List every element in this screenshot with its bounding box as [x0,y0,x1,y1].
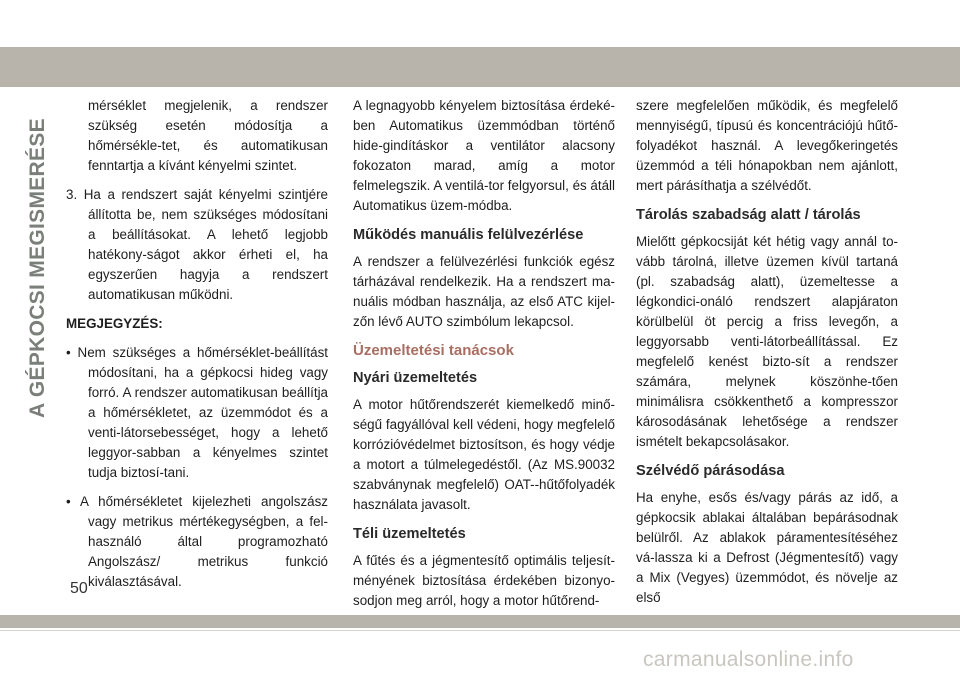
paragraph-summer: A motor hűtőrendszerét kiemelkedő minő-ségű fagyállóval kell védeni, hogy megfelelő korrózióvédelmet biztosítson, és hogy védje a motort a túlmelegedéstől. (Az MS.90032 szabványnak megfelelő) OAT--hűtőfolyadék használata javasolt. [353,397,615,512]
bullet-item: • A hőmérsékletet kijelezheti angolszász vagy metrikus mértékegységben, a fel-használó által programozható Angolszász/ metrikus funkció kiválasztásával. [66,494,328,589]
column-left [66,96,328,601]
paragraph-continuation: mérséklet megjelenik, a rendszer szükség esetén módosítja a hőmérsékle-tet, és automatikusan fenntartja a kívánt kényelmi szintet. [88,98,328,173]
heading-windshield-fog: Szélvédő párásodása [636,463,785,479]
column-right [636,96,898,617]
paragraph-winter: A fűtés és a jégmentesítő optimális teljesít-ményének biztosítása érdekében bizonyo-sodjon meg arról, hogy a motor hűtőrend- [353,553,615,608]
heading-summer: Nyári üzemeltetés [353,370,478,386]
paragraph-continuation: szere megfelelően működik, és megfelelő mennyiségű, típusú és koncentrációjú hűtő-folyadékot használ. A levegőkeringetés üzemmód a téli hónapokban nem ajánlott, mert párásíthatja a szélvédőt. [636,98,898,193]
heading-manual-override: Működés manuális felülvezérlése [353,227,584,243]
footer-band [0,615,960,628]
header-band [0,47,960,87]
list-item-3: 3. Ha a rendszert saját kényelmi szintjére állította be, nem szükséges módosítani a beállításokat. A lehető legjobb hatékony-ságot akkor érheti el, ha egyszerűen hagyja a rendszert automatikusan működni. [66,187,328,302]
footer-divider [0,630,960,631]
section-side-title: A GÉPKOCSI MEGISMERÉSE [26,118,49,418]
watermark-text: carmanualsonline.info [643,648,854,671]
bullet-item: • Nem szükséges a hőmérséklet-beállítást módosítani, ha a gépkocsi hideg vagy forró. A rendszer automatikusan beállítja a hőmérsékletet, az üzemmódot és a venti-látorsebességet, hogy a lehető leggyor-sabban a kényelmes szintet tudja biztosí-tani. [66,345,328,480]
paragraph-intro: A legnagyobb kényelem biztosítása érdeké-ben Automatikus üzemmódban történő hide-gindításkor a ventilátor alacsony fokozaton marad, amíg a motor felmelegszik. A ventilá-tor felgyorsul, és átáll Automatikus üzem-módba. [353,98,615,213]
heading-winter: Téli üzemeltetés [353,526,466,542]
heading-storage: Tárolás szabadság alatt / tárolás [636,207,861,223]
column-middle [353,96,615,620]
note-label: MEGJEGYZÉS: [66,316,163,331]
paragraph-storage: Mielőtt gépkocsiját két hétig vagy annál to-vább tárolná, illetve üzemen kívül tartaná (pl. szabadság alatt), üzemeltesse a légkondici-onáló rendszert alapjáraton körülbelül öt percig a friss levegőn, a leggyorsabb venti-látorbeállítással. Ez megfelelő kenést bizto-sít a rendszer számára, melynek köszönhe-tően minimálisra csökkenthető a kompresszor károsodásának lehetősége a rendszer ismételt bekapcsolásakor. [636,234,898,449]
paragraph-fog: Ha enyhe, esős és/vagy párás az idő, a gépkocsik ablakai általában bepárásodnak belülről. Az ablakok páramentesítéséhez vá-lassza ki a Defrost (Jégmentesítő) vagy a Mix (Vegyes) üzemmódot, és növelje az első [636,490,898,605]
heading-operating-tips: Üzemeltetési tanácsok [353,342,514,359]
page-number: 50 [70,580,88,597]
paragraph-manual: A rendszer a felülvezérlési funkciók egész tárházával rendelkezik. Ha a rendszert ma-nuális módban használja, az első ATC kijel-zőn lévő AUTO szimbólum lekapcsol. [353,254,615,329]
